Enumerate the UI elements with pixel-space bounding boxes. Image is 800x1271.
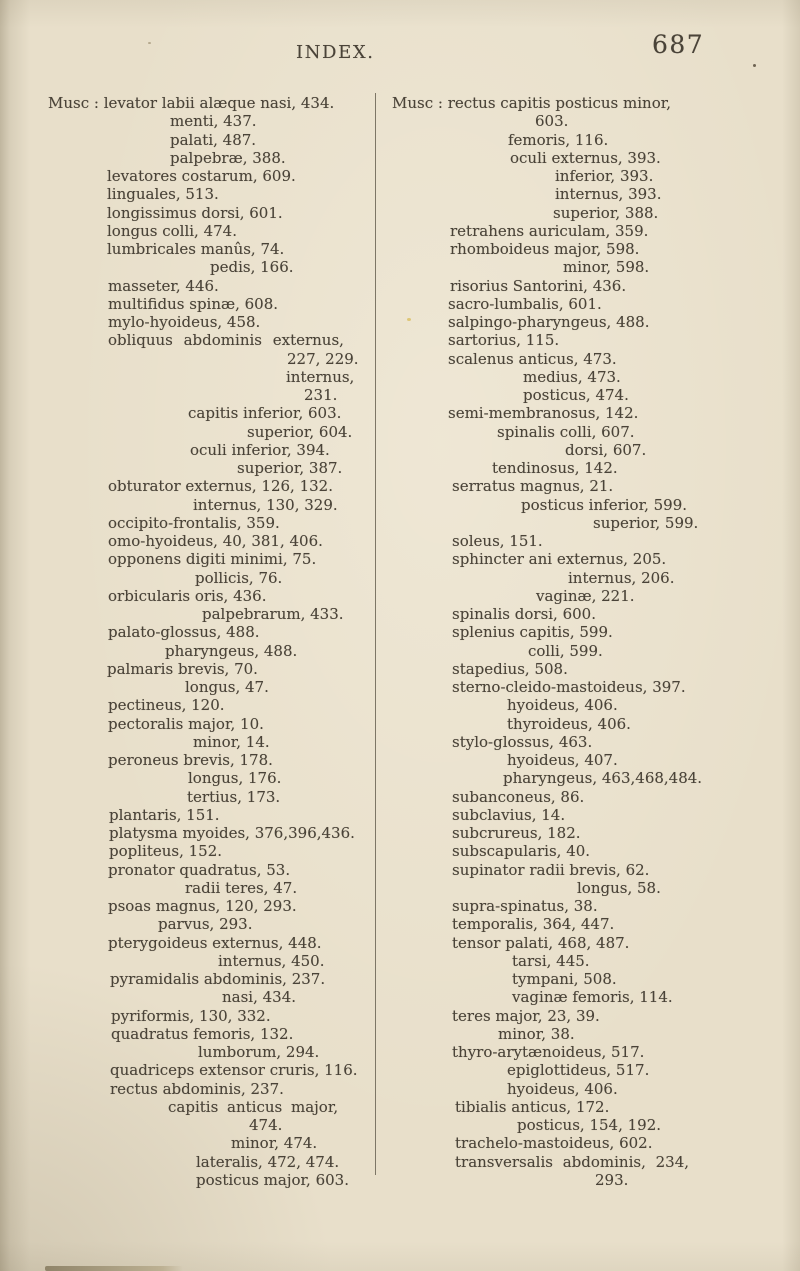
- index-line: nasi, 434.: [222, 988, 297, 1007]
- index-column-left: [48, 94, 372, 1189]
- index-line: plantaris, 151.: [109, 805, 220, 824]
- index-line: pollicis, 76.: [195, 568, 283, 587]
- index-line: internus, 450.: [218, 951, 325, 970]
- index-line: subcrureus, 182.: [452, 824, 581, 842]
- index-line: pronator quadratus, 53.: [108, 860, 291, 879]
- index-line: pterygoideus externus, 448.: [108, 933, 322, 952]
- index-line: pharyngeus, 488.: [165, 641, 298, 660]
- index-line: femoris, 116.: [508, 130, 609, 149]
- index-line: 227, 229.: [287, 349, 359, 368]
- index-line: obturator externus, 126, 132.: [108, 477, 333, 496]
- index-line: mylo-hyoideus, 458.: [108, 313, 261, 331]
- index-line: capitis anticus major,: [168, 1097, 339, 1116]
- index-line: temporalis, 364, 447.: [452, 915, 615, 934]
- index-line: subanconeus, 86.: [452, 787, 585, 806]
- index-line: longus, 47.: [185, 678, 269, 696]
- index-line: pyriformis, 130, 332.: [111, 1006, 271, 1025]
- index-line: pyramidalis abdominis, 237.: [110, 970, 326, 988]
- index-line: tendinosus, 142.: [492, 459, 618, 477]
- index-line: hyoideus, 407.: [507, 751, 618, 769]
- index-line: internus, 393.: [555, 185, 662, 204]
- index-line: minor, 14.: [193, 732, 270, 751]
- index-line: rhomboideus major, 598.: [450, 240, 640, 258]
- index-line: lumborum, 294.: [198, 1043, 320, 1061]
- index-line: longissimus dorsi, 601.: [107, 203, 283, 222]
- index-line: semi-membranosus, 142.: [448, 404, 639, 423]
- index-line: epiglottideus, 517.: [507, 1061, 650, 1080]
- index-line: teres major, 23, 39.: [452, 1006, 600, 1025]
- index-line: minor, 474.: [231, 1134, 318, 1153]
- index-line: menti, 437.: [170, 112, 257, 131]
- index-line: medius, 473.: [523, 367, 621, 386]
- index-line: oculi inferior, 394.: [190, 440, 330, 459]
- paper-speck: [407, 318, 411, 321]
- index-line: superior, 387.: [237, 459, 343, 477]
- index-line: internus,: [286, 367, 355, 386]
- paper-speck: [753, 64, 756, 67]
- index-line: levatores costarum, 609.: [107, 167, 296, 185]
- index-line: colli, 599.: [528, 641, 603, 660]
- index-line: multifidus spinæ, 608.: [108, 294, 279, 313]
- page-title: INDEX.: [296, 42, 375, 63]
- index-line: sacro-lumbalis, 601.: [448, 294, 602, 313]
- index-line: tertius, 173.: [187, 787, 281, 806]
- index-line: posticus, 474.: [523, 386, 629, 404]
- index-line: psoas magnus, 120, 293.: [108, 897, 297, 915]
- index-line: thyro-arytænoideus, 517.: [452, 1043, 645, 1061]
- index-line: posticus inferior, 599.: [521, 495, 688, 514]
- index-line: longus, 58.: [577, 878, 661, 897]
- index-line: salpingo-pharyngeus, 488.: [448, 313, 650, 331]
- index-line: lateralis, 472, 474.: [196, 1152, 340, 1171]
- index-line: transversalis abdominis, 234,: [455, 1152, 690, 1171]
- index-line: orbicularis oris, 436.: [108, 586, 267, 605]
- index-line: minor, 598.: [563, 258, 650, 277]
- index-line: tympani, 508.: [512, 970, 617, 988]
- index-line: longus, 176.: [188, 769, 282, 788]
- index-line: occipito-frontalis, 359.: [108, 513, 280, 532]
- index-line: lumbricales manûs, 74.: [107, 240, 285, 258]
- page-edge-mark: [45, 1266, 183, 1271]
- index-line: masseter, 446.: [108, 276, 219, 295]
- index-line: risorius Santorini, 436.: [450, 276, 627, 295]
- index-line: radii teres, 47.: [185, 878, 298, 897]
- index-line: thyroideus, 406.: [507, 714, 631, 733]
- index-line: popliteus, 152.: [109, 842, 223, 861]
- index-line: Musc : rectus capitis posticus minor,: [392, 94, 672, 112]
- index-line: palpebræ, 388.: [170, 148, 286, 167]
- index-column-right: [392, 94, 732, 1189]
- index-line: parvus, 293.: [158, 915, 253, 934]
- index-line: obliquus abdominis externus,: [108, 331, 344, 350]
- index-line: tensor palati, 468, 487.: [452, 933, 630, 952]
- index-line: vaginæ, 221.: [536, 586, 635, 605]
- index-line: serratus magnus, 21.: [452, 477, 614, 496]
- index-line: stapedius, 508.: [452, 659, 568, 678]
- index-line: pectoralis major, 10.: [108, 714, 264, 733]
- index-line: tarsi, 445.: [512, 951, 590, 970]
- index-line: capitis inferior, 603.: [188, 404, 342, 423]
- index-line: hyoideus, 406.: [507, 696, 618, 715]
- index-line: platysma myoides, 376,396,436.: [109, 824, 355, 842]
- index-line: pharyngeus, 463,468,484.: [503, 769, 703, 788]
- index-line: omo-hyoideus, 40, 381, 406.: [108, 532, 323, 550]
- paper-speck: [148, 42, 151, 44]
- index-line: palpebrarum, 433.: [202, 605, 344, 623]
- index-line: subscapularis, 40.: [452, 842, 591, 861]
- index-line: sphincter ani externus, 205.: [452, 550, 667, 569]
- index-line: internus, 206.: [568, 568, 675, 587]
- index-line: peroneus brevis, 178.: [108, 751, 273, 769]
- index-line: splenius capitis, 599.: [452, 623, 613, 642]
- index-line: dorsi, 607.: [565, 440, 647, 459]
- index-line: vaginæ femoris, 114.: [512, 988, 673, 1007]
- index-line: 474.: [249, 1116, 283, 1134]
- index-line: opponens digiti minimi, 75.: [108, 550, 317, 569]
- index-line: posticus major, 603.: [196, 1170, 349, 1189]
- index-line: superior, 388.: [553, 203, 659, 222]
- index-line: linguales, 513.: [107, 185, 219, 204]
- index-line: posticus, 154, 192.: [517, 1116, 662, 1134]
- index-line: inferior, 393.: [555, 167, 654, 185]
- index-line: rectus abdominis, 237.: [110, 1079, 284, 1098]
- index-line: 603.: [535, 112, 569, 131]
- index-line: Musc : levator labii alæque nasi, 434.: [48, 94, 335, 112]
- index-line: palati, 487.: [170, 130, 257, 149]
- index-line: sterno-cleido-mastoideus, 397.: [452, 678, 686, 696]
- index-line: scalenus anticus, 473.: [448, 349, 617, 368]
- index-line: spinalis colli, 607.: [497, 422, 635, 441]
- index-line: 293.: [595, 1170, 629, 1189]
- index-line: internus, 130, 329.: [193, 495, 338, 514]
- index-line: spinalis dorsi, 600.: [452, 605, 596, 623]
- index-line: oculi externus, 393.: [510, 148, 661, 167]
- index-line: pectineus, 120.: [108, 696, 225, 715]
- index-line: stylo-glossus, 463.: [452, 732, 593, 751]
- index-line: palmaris brevis, 70.: [107, 659, 258, 678]
- index-line: superior, 604.: [247, 422, 353, 441]
- index-line: minor, 38.: [498, 1024, 575, 1043]
- index-line: retrahens auriculam, 359.: [450, 221, 649, 240]
- index-line: pedis, 166.: [210, 258, 294, 277]
- column-divider: [375, 93, 376, 1175]
- index-line: 231.: [304, 386, 338, 404]
- index-line: longus colli, 474.: [107, 221, 237, 240]
- index-line: tibialis anticus, 172.: [455, 1097, 610, 1116]
- index-line: sartorius, 115.: [448, 331, 560, 350]
- index-line: supra-spinatus, 38.: [452, 897, 598, 915]
- index-line: trachelo-mastoideus, 602.: [455, 1134, 653, 1153]
- page-number: 687: [652, 30, 705, 59]
- index-line: subclavius, 14.: [452, 805, 566, 824]
- index-line: quadriceps extensor cruris, 116.: [110, 1061, 358, 1080]
- index-line: palato-glossus, 488.: [108, 623, 260, 642]
- index-line: soleus, 151.: [452, 532, 543, 550]
- index-line: supinator radii brevis, 62.: [452, 860, 650, 879]
- index-line: hyoideus, 406.: [507, 1079, 618, 1098]
- index-line: quadratus femoris, 132.: [111, 1024, 294, 1043]
- index-line: superior, 599.: [593, 513, 699, 532]
